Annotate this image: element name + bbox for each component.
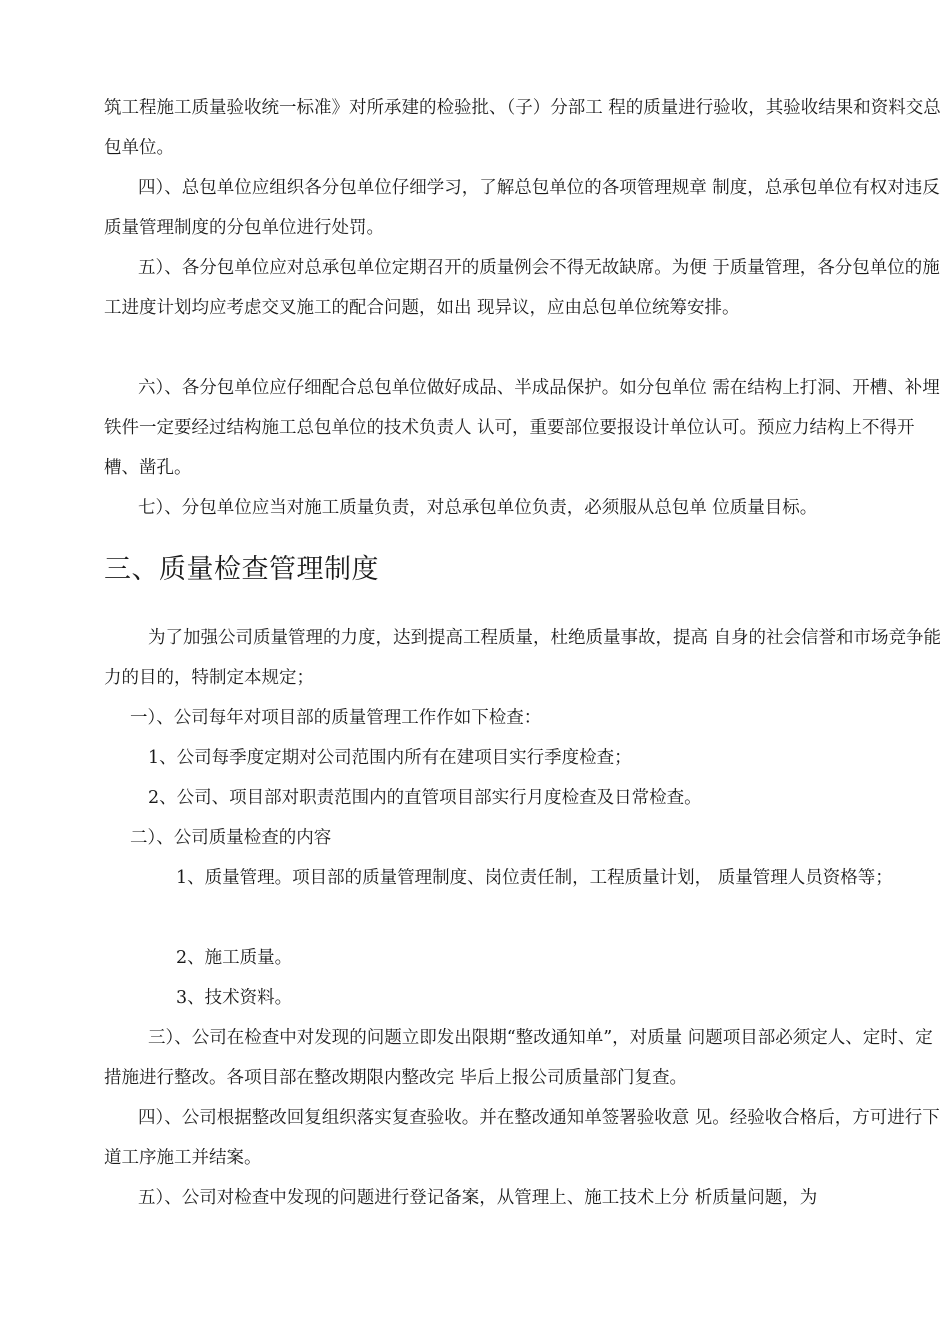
paragraph-item-7: 七）、分包单位应当对施工质量负责，对总承包单位负责，必须服从总包单 位质量目标。: [138, 498, 818, 518]
paragraph-check-5: 五）、公司对检查中发现的问题进行登记备案，从管理上、施工技术上分 析质量问题，为: [138, 1188, 818, 1208]
list-item-quality-management: 1、质量管理。项目部的质量管理制度、岗位责任制，工程质量计划， 质量管理人员资格等；: [176, 868, 893, 888]
section-heading: 三、质量检查管理制度: [104, 554, 379, 585]
paragraph-item-4: 四）、总包单位应组织各分包单位仔细学习，了解总包单位的各项管理规章 制度，总承包单位有权对违反质量管理制度的分包单位进行处罚。: [104, 178, 940, 238]
list-item-quarterly: 1、公司每季度定期对公司范围内所有在建项目实行季度检查；: [148, 748, 632, 768]
list-item-monthly: 2、公司、项目部对职责范围内的直管项目部实行月度检查及日常检查。: [148, 788, 702, 808]
paragraph-check-1: 一）、公司每年对项目部的质量管理工作作如下检查：: [130, 708, 542, 728]
list-item-technical-data: 3、技术资料。: [176, 988, 293, 1008]
paragraph-check-4: 四）、公司根据整改回复组织落实复查验收。并在整改通知单签署验收意 见。经验收合格后，方可进行下道工序施工并结案。: [104, 1108, 940, 1168]
paragraph-intro: 为了加强公司质量管理的力度，达到提高工程质量，杜绝质量事故，提高 自身的社会信誉和市场竞争能力的目的，特制定本规定；: [104, 628, 942, 688]
paragraph-check-2: 二）、公司质量检查的内容: [130, 828, 332, 848]
list-item-construction-quality: 2、施工质量。: [176, 948, 293, 968]
paragraph-check-3: 三）、公司在检查中对发现的问题立即发出限期“整改通知单”，对质量 问题项目部必须定人、定时、定措施进行整改。各项目部在整改期限内整改完 毕后上报公司质量部门复查。: [104, 1028, 933, 1088]
paragraph-acceptance: 筑工程施工质量验收统一标准》对所承建的检验批、（子）分部工 程的质量进行验收，其验收结果和资料交总包单位。: [104, 98, 941, 158]
paragraph-item-5: 五）、各分包单位应对总承包单位定期召开的质量例会不得无故缺席。为便 于质量管理，各分包单位的施工进度计划均应考虑交叉施工的配合问题，如出 现异议，应由总包单位统筹安排。: [104, 258, 940, 318]
paragraph-item-6: 六）、各分包单位应仔细配合总包单位做好成品、半成品保护。如分包单位 需在结构上打洞、开槽、补埋铁件一定要经过结构施工总包单位的技术负责人 认可，重要部位要报设计单位认可。预应力结构上不得开槽、凿孔。: [104, 378, 940, 478]
